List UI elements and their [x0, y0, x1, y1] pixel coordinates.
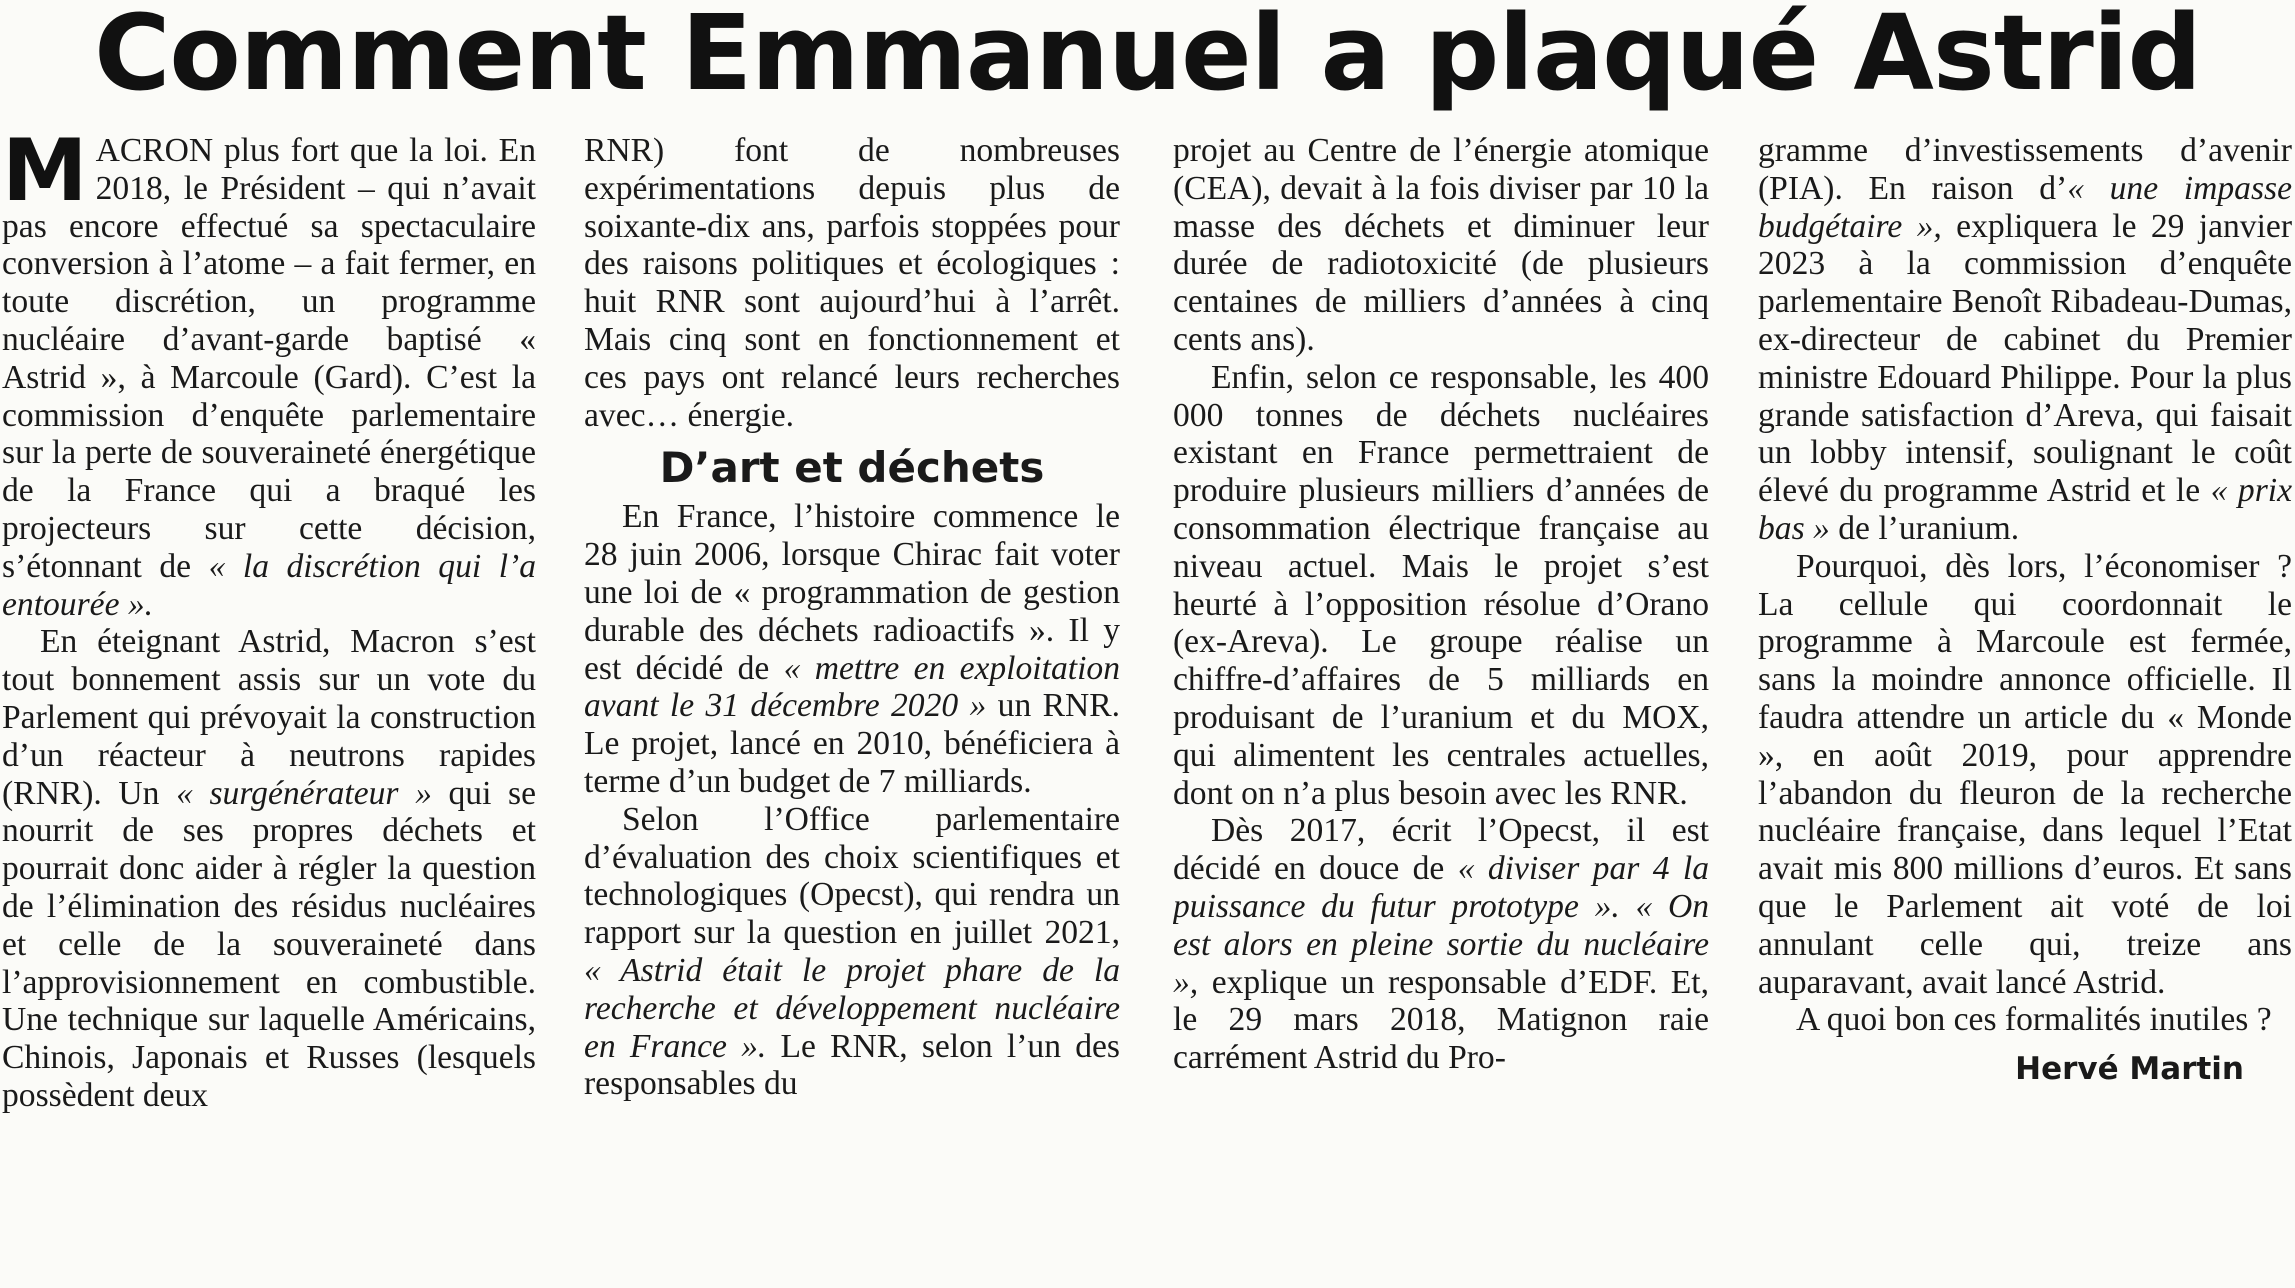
paragraph-2: Enfin, selon ce responsable, les 400 000 tonnes de déchets nucléaires existant en France permettraient de produire plusieurs milliers d’années de consommation électrique française au niveau actuel. Mais le projet s’est heurté à l’opposition résolue d’Orano (ex-Areva). Le groupe réalise un chiffre-d’affaires de 5 milliards en produisant de l’uranium et du MOX, qui alimentent les centrales actuelles, dont on n’a plus besoin avec les RNR.	[1173, 358, 1709, 812]
paragraph-text: de l’uranium.	[1829, 509, 2020, 547]
paragraph-1	[1758, 132, 2292, 548]
paragraph-text: ACRON plus fort que la loi. En 2018, le Président – qui n’avait pas encore effectué sa spectaculaire conversion à l’atome – a fait fermer, en toute discrétion, un programme nucléaire d’avant-garde baptisé « Astrid », à Marcoule (Gard). C’est la commission d’enquête parlementaire sur la perte de souveraineté énergétique de la France qui a braqué les projecteurs sur cette décision, s’étonnant de	[2, 132, 536, 585]
paragraph-text: explique un responsable d’EDF. Et, le 29 mars 2018, Matignon raie carrément Astrid du Pro-	[1173, 963, 1709, 1077]
quote: « diviser par 4 la puissance du futur prototype ».	[1173, 850, 1709, 925]
paragraph-1	[2, 132, 536, 623]
quote: « On est alors en pleine sortie du nucléaire »,	[1173, 887, 1709, 1001]
byline: Hervé Martin	[2015, 1051, 2244, 1088]
paragraph-text: En France, l’histoire commence le 28 juin 2006, lorsque Chirac fait voter une loi de « programmation de gestion durable des déchets radioactifs ». Il y est décidé de	[584, 498, 1120, 687]
headline: Comment Emmanuel a plaqué Astrid	[94, 0, 2201, 114]
quote: « une impasse budgétaire »,	[1758, 169, 2292, 245]
quote: « surgénérateur »	[176, 774, 432, 812]
quote: « mettre en exploitation avant le 31 décembre 2020 »	[584, 649, 1120, 725]
paragraph-2	[584, 498, 1120, 800]
paragraph-3	[1173, 812, 1709, 1077]
paragraph-2: Pourquoi, dès lors, l’économiser ? La cellule qui coordonnait le programme à Marcoule est fermée, sans la moindre annonce officielle. Il faudra attendre un article du « Monde », en août 2019, pour apprendre l’abandon du fleuron de la recherche nucléaire française, dans lequel l’Etat avait mis 800 millions d’euros. Et sans que le Parlement ait voté de loi annulant celle qui, treize ans auparavant, avait lancé Astrid.	[1758, 547, 2292, 1001]
paragraph-1: projet au Centre de l’énergie atomique (CEA), devait à la fois diviser par 10 la masse des déchets et diminuer leur durée de radiotoxicité (de plusieurs centaines de milliers d’années à cinq cents ans).	[1173, 132, 1709, 358]
paragraph-text: En éteignant Astrid, Macron s’est tout bonnement assis sur un vote du Parlement qui prévoyait la construction d’un réacteur à neutrons rapides (RNR). Un	[2, 623, 536, 812]
quote: « la discrétion qui l’a entourée ».	[2, 547, 536, 623]
paragraph-text: qui se nourrit de ses propres déchets et pourrait donc aider à régler la question de l’élimination des résidus nucléaires et celle de la souveraineté dans l’approvisionnement en combustible. Une technique sur laquelle Américains, Chinois, Japonais et Russes (lesquels possèdent deux	[2, 774, 536, 1114]
paragraph-text: Selon l’Office parlementaire d’évaluation des choix scientifiques et technologiques (Opecst), qui rendra un rapport sur la question en juillet 2021,	[584, 800, 1120, 952]
paragraph-text: gramme d’investissements d’avenir (PIA). En raison d’	[1758, 132, 2292, 207]
quote: « prix bas »	[1758, 472, 2292, 547]
subheading: D’art et déchets	[659, 443, 1045, 493]
paragraph-text: expliquera le 29 janvier 2023 à la commission d’enquête parlementaire Benoît Ribadeau-Dumas, ex-directeur de cabinet du Premier ministre Edouard Philippe. Pour la plus grande satisfaction d’Areva, qui faisait un lobby intensif, soulignant le coût élevé du programme Astrid et le	[1758, 207, 2292, 510]
paragraph-3: A quoi bon ces formalités inutiles ?	[1796, 1001, 2272, 1039]
article-column-3	[1173, 132, 1709, 1282]
paragraph-3	[584, 801, 1120, 1103]
paragraph-1: RNR) font de nombreuses expérimentations depuis plus de soixante-dix ans, parfois stoppées pour des raisons politiques et écologiques : huit RNR sont aujourd’hui à l’arrêt. Mais cinq sont en fonctionnement et ces pays ont relancé leurs recherches avec… énergie.	[584, 132, 1120, 434]
paragraph-2	[2, 623, 536, 1114]
paragraph-text: Le RNR, selon l’un des responsables du	[584, 1027, 1120, 1103]
quote: « Astrid était le projet phare de la recherche et développement nucléaire en France ».	[584, 951, 1120, 1065]
article-column-4	[1758, 132, 2292, 1282]
paragraph-text: Dès 2017, écrit l’Opecst, il est décidé en douce de	[1173, 812, 1709, 888]
article-column-1	[2, 132, 536, 1282]
paragraph-text: un RNR. Le projet, lancé en 2010, bénéficiera à terme d’un budget de 7 milliards.	[584, 687, 1120, 800]
article-column-2	[584, 132, 1120, 1282]
drop-cap: M	[2, 132, 88, 221]
